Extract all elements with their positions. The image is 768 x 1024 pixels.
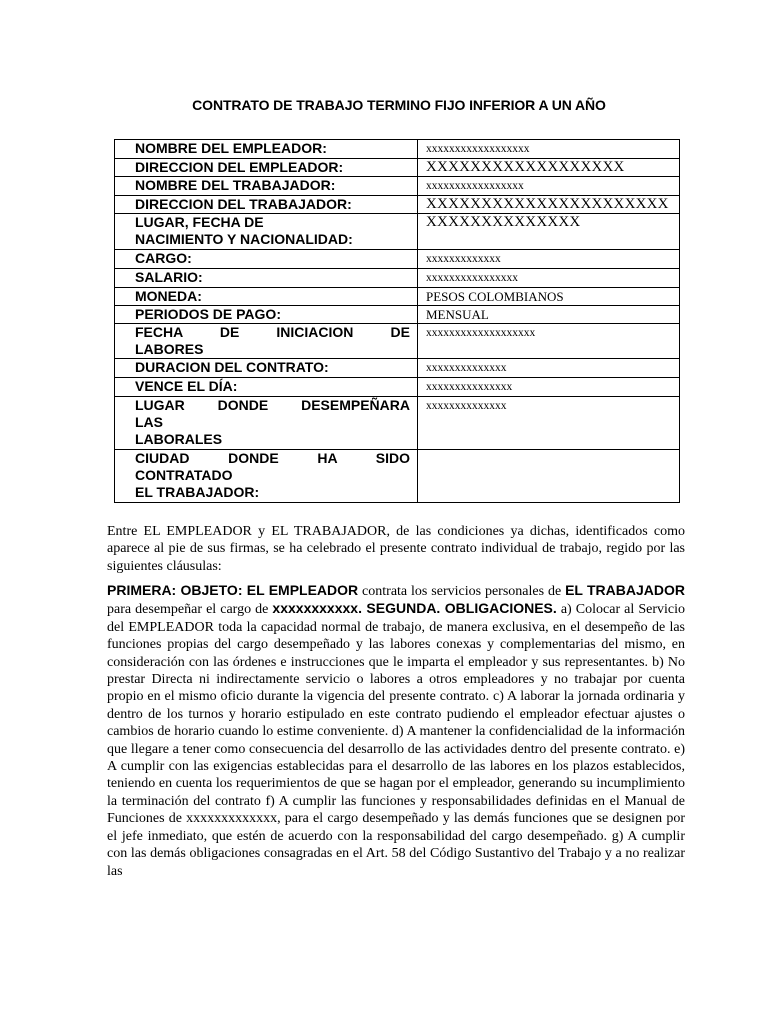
- table-row: [115, 378, 680, 397]
- row-label: NOMBRE DEL TRABAJADOR:: [115, 177, 418, 196]
- row-value: XXXXXXXXXXXXXXXXXX: [418, 159, 680, 177]
- row-label-line: LUGAR, FECHA DE: [135, 214, 264, 230]
- contract-data-table: [114, 139, 680, 503]
- row-label-line: LUGAR DONDE DESEMPEÑARA: [135, 397, 410, 413]
- row-value: xxxxxxxxxxxxx: [418, 250, 680, 269]
- row-label-line: FECHA DE INICIACION DE: [135, 324, 410, 340]
- row-label: [115, 324, 418, 359]
- row-value: xxxxxxxxxxxxxxxxxx: [418, 140, 680, 159]
- row-value: MENSUAL: [418, 306, 680, 324]
- row-value: [418, 450, 680, 503]
- row-label: NOMBRE DEL EMPLEADOR:: [115, 140, 418, 159]
- clause-text: contrata los servicios personales de: [358, 584, 566, 599]
- row-value: xxxxxxxxxxxxxxxxxxx: [418, 324, 680, 359]
- clause-primera-heading: PRIMERA: OBJETO: EL EMPLEADOR: [107, 582, 359, 598]
- row-label-line: NACIMIENTO Y NACIONALIDAD:: [135, 231, 353, 247]
- row-value: xxxxxxxxxxxxxxxxx: [418, 177, 680, 196]
- table-row: [115, 159, 680, 177]
- clause-segunda-heading: . SEGUNDA. OBLIGACIONES.: [358, 600, 557, 617]
- table-row: [115, 214, 680, 250]
- table-row: [115, 288, 680, 306]
- table-row: [115, 450, 680, 503]
- row-label-line: EL TRABAJADOR:: [135, 484, 260, 500]
- row-label: [115, 450, 418, 503]
- row-label: DIRECCION DEL TRABAJADOR:: [115, 196, 418, 214]
- table-row: [115, 140, 680, 159]
- clauses-paragraph: [107, 582, 685, 880]
- table-row: [115, 359, 680, 378]
- trabajador-term: EL TRABAJADOR: [565, 582, 685, 598]
- row-label: [115, 397, 418, 450]
- row-label: VENCE EL DÍA:: [115, 378, 418, 397]
- table-row: [115, 196, 680, 214]
- document-title: CONTRATO DE TRABAJO TERMINO FIJO INFERIOR A UN AÑO: [192, 97, 606, 113]
- row-label: [115, 214, 418, 250]
- table-row: [115, 269, 680, 288]
- row-label: CARGO:: [115, 250, 418, 269]
- row-value: xxxxxxxxxxxxxx: [418, 397, 680, 450]
- cargo-value: xxxxxxxxxxx: [272, 600, 359, 617]
- row-label: PERIODOS DE PAGO:: [115, 306, 418, 324]
- row-label: DIRECCION DEL EMPLEADOR:: [115, 159, 418, 177]
- table-row: [115, 306, 680, 324]
- table-row: [115, 250, 680, 269]
- row-value: XXXXXXXXXXXXXXXXXXXXXX: [418, 196, 680, 214]
- clause-text: para desempeñar el cargo de: [107, 602, 273, 618]
- row-label-line: LAS: [135, 414, 163, 430]
- table-row: [115, 397, 680, 450]
- row-value: XXXXXXXXXXXXXX: [418, 214, 680, 250]
- row-label-line: CIUDAD DONDE HA SIDO: [135, 450, 410, 466]
- row-label: DURACION DEL CONTRATO:: [115, 359, 418, 378]
- table-row: [115, 324, 680, 359]
- row-label-line: LABORES: [135, 341, 204, 357]
- row-value: xxxxxxxxxxxxxxx: [418, 378, 680, 397]
- clause-text: a) Colocar al Servicio del EMPLEADOR toda la capacidad normal de trabajo, de manera exclusiva, en el desempeño de las funciones propias del cargo desempeñado y las labores conexas y complementarias del mismo, en consideración con las órdenes e instrucciones que le imparta el empleador y sus representantes. b) No prestar Directa ni indirectamente servicio o labores a otros empleadores y no trabajar por cuenta propio en el mismo oficio durante la vigencia del presente contrato. c) A laborar la jornada ordinaria y dentro de los turnos y horario estipulado en este contrato pudiendo el empleador efectuar ajustes o cambios de horario cuando lo estime conveniente. d) A mantener la confidencialidad de la información que llegare a tener como consecuencia del desarrollo de las actividades dentro del presente contrato. e) A cumplir con las exigencias establecidas para el desarrollo de las labores en los plazos establecidos, teniendo en cuenta los requerimientos de que se hagan por el empleador, generando su incumplimiento la terminación del contrato f) A cumplir las funciones y responsabilidades definidas en el Manual de Funciones de xxxxxxxxxxxxx, para el cargo desempeñado y las demás funciones que se designen por el jefe inmediato, que estén de acuerdo con la responsabilidad del cargo desempeñado. g) A cumplir con las demás obligaciones consagradas en el Art. 58 del Código Sustantivo del Trabajo y a no realizar las: [107, 602, 685, 879]
- row-label-line: CONTRATADO: [135, 467, 233, 483]
- table-row: [115, 177, 680, 196]
- row-value: xxxxxxxxxxxxxx: [418, 359, 680, 378]
- row-label: SALARIO:: [115, 269, 418, 288]
- row-value: PESOS COLOMBIANOS: [418, 288, 680, 306]
- row-label-line: LABORALES: [135, 431, 223, 447]
- intro-paragraph: Entre EL EMPLEADOR y EL TRABAJADOR, de las condiciones ya dichas, identificados como aparece al pie de sus firmas, se ha celebrado el presente contrato individual de trabajo, regido por las siguientes cláusulas:: [107, 524, 685, 574]
- row-value: xxxxxxxxxxxxxxxx: [418, 269, 680, 288]
- row-label: MONEDA:: [115, 288, 418, 306]
